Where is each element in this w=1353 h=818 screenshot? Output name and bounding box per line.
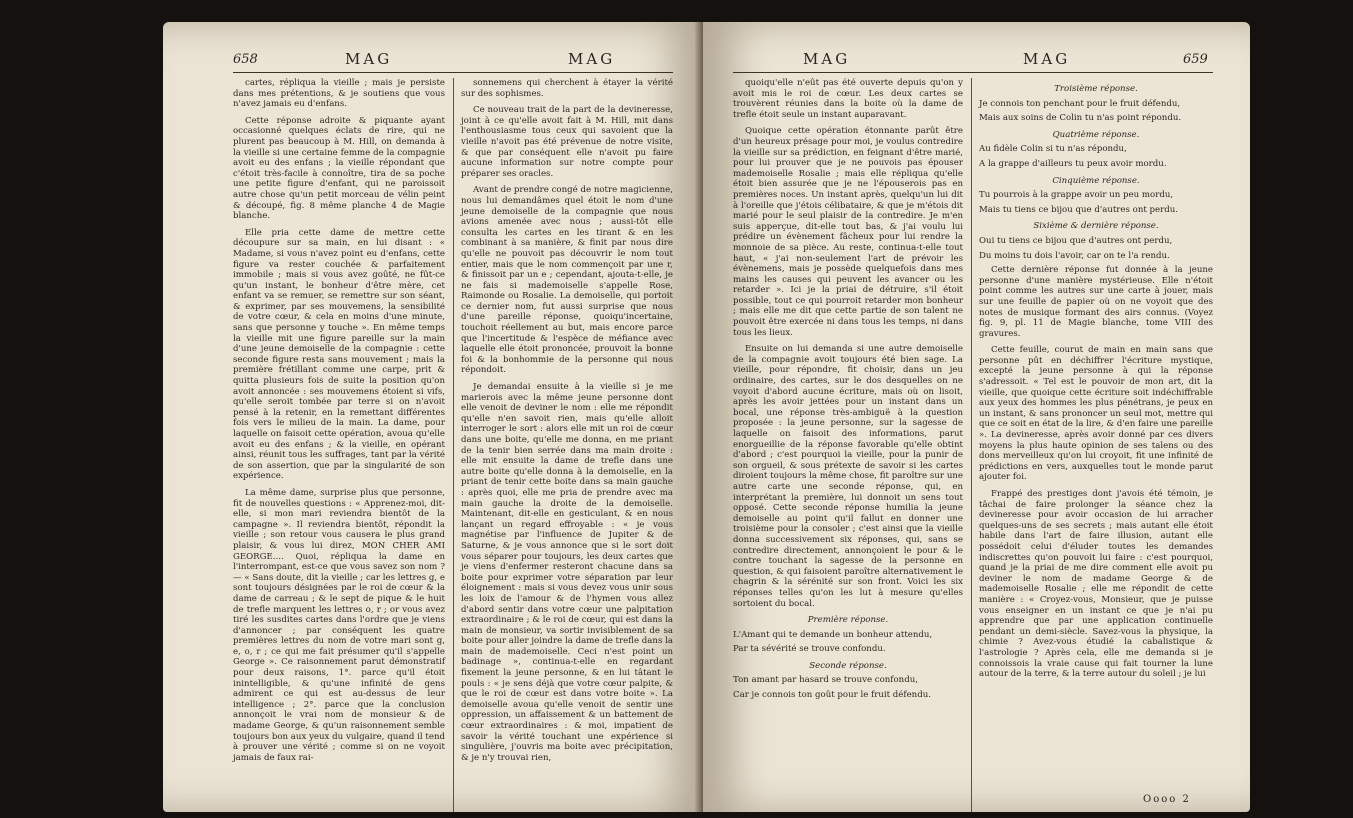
text-column-2 (461, 78, 673, 769)
verse-heading: Première réponse. (807, 615, 889, 626)
text-column-1 (733, 78, 963, 705)
verse-line: Au fidèle Colin si tu n'as répondu, (979, 144, 1127, 155)
verse-heading: Sixième & dernière réponse. (1033, 221, 1159, 232)
verse-line: Tu pourrois à la grappe avoir un peu mordu, (979, 190, 1174, 201)
verse-heading: Seconde réponse. (809, 660, 887, 671)
verse-heading: Cinquième réponse. (1052, 175, 1140, 186)
verse-line: Du moins tu dois l'avoir, car on te l'a rendu. (979, 250, 1170, 261)
running-head: MAG (568, 50, 616, 68)
left-page (163, 22, 703, 812)
paragraph: cartes, répliqua la vieille ; mais je persiste dans mes prétentions, & je soutiens que vous n'avez jamais eu d'enfans. (233, 78, 445, 110)
verse-line: A la grappe d'ailleurs tu peux avoir mordu. (979, 158, 1167, 169)
verse-heading: Quatrième réponse. (1052, 129, 1140, 140)
verse-line: Car je connois ton goût pour le fruit défendu. (733, 690, 931, 701)
running-head: MAG (803, 50, 851, 68)
verse-line: Par ta sévérité se trouve confondu. (733, 644, 886, 655)
running-head: MAG (1023, 50, 1071, 68)
paragraph: Cette feuille, courut de main en main sans que personne pût en déchiffrer l'écriture mystique, excepté la jeune personne à qui la réponse s'adressoit. « Tel est le pouvoir de mon art, dit la vieille, que quoique cette écriture soit indéchiffrable aux yeux des hommes les plus pénétrans, je peux en un instant, & sans prononcer un seul mot, mettre qui que ce soit en état de la lire, & d'en faire une pareille ». La devineresse, après avoir donné par ces divers moyens la plus haute opinion de ses talens ou des dons merveilleux qu'on lui croyoit, fit une infinité de prédictions en vers, auxquelles tout le monde parut ajouter foi. (979, 345, 1213, 483)
page-number: 658 (233, 52, 258, 67)
text-column-2 (979, 78, 1213, 686)
header-rule (233, 72, 673, 73)
paragraph: Frappé des prestiges dont j'avois été témoin, je tâchai de faire prolonger la séance chez la devineresse pour avoir occasion de lui arracher quelques-uns de ses secrets ; mais autant elle étoit habile dans l'art de faire illusion, autant elle possédoit celui d'éluder toutes les demandes indiscrettes qu'on pouvoit lui faire : c'est pourquoi, quand je la priai de me dire comment elle avoit pu deviner le nom de madame George & de mademoiselle Rosalie ; elle me répondit de cette manière : « Croyez-vous, Monsieur, que je puisse vous enseigner en un instant ce que je n'ai pu apprendre que par une application continuelle pendant un demi-siècle. Savez-vous la physique, la chimie ? Avez-vous étudié la cabalistique & l'astrologie ? Après cela, elle me demanda si je connoissois la vraie cause qui fait tourner la lune autour de la terre, & la terre autour du soleil ; je lui (979, 489, 1213, 680)
signature-mark: Oooo 2 (1143, 794, 1191, 805)
verse-line: Oui tu tiens ce bijou que d'autres ont perdu, (979, 235, 1173, 246)
verse-line: L'Amant qui te demande un bonheur attendu, (733, 629, 933, 640)
paragraph: Quoique cette opération étonnante parût être d'un heureux présage pour moi, je voulus contredire la vieille sur sa prédiction, en feignant d'être marié, pour lui prouver que je ne pouvois pas épouser mademoiselle Rosalie ; mais elle répliqua qu'elle étoit bien assurée que je ne l'épouserois pas en premières noces. Un instant après, quelqu'un lui dit à l'oreille que j'étois célibataire, & que je m'étois dit marié pour le seul plaisir de la contredire. Je m'en suis apperçue, dit-elle tout bas, & j'ai voulu lui prédire un évènement fâcheux pour lui rendre la monnoie de sa pièce. Au reste, continua-t-elle tout haut, « j'ai non-seulement l'art de prévoir les évènemens, mais je possède quelquefois dans mes mains les causes qui peuvent les avancer ou les retarder ». Ici je la priai de détruire, s'il étoit possible, tout ce qui pourroit retarder mon bonheur ; mais elle me dit que cette partie de son talent ne pouvoit être exercée ni dans tous les temps, ni dans tous les lieux. (733, 126, 963, 338)
paragraph: Ensuite on lui demanda si une autre demoiselle de la compagnie avoit toujours été bien sage. La vieille, pour répondre, fit choisir, dans un jeu ordinaire, des cartes, sur le dos desquelles on ne voyoit d'abord aucune écriture, mais où on lisoit, après les avoir jettées pour un instant dans un bocal, une réponse très-ambiguë à la question proposée : la jeune personne, sur la sagesse de laquelle on faisoit des informations, parut enorgueillie de la réponse favorable qu'elle obtint d'abord ; c'est pourquoi la vieille, pour la punir de son orgueil, & sous prétexte de savoir si les cartes diroient toujours la même chose, fit paroître sur une autre carte une seconde réponse, qui, en interprétant la première, lui donnoit un sens tout opposé. Cette seconde réponse humilia la jeune demoiselle au point qu'il fallut en donner une troisième pour la consoler ; c'est ainsi que la vieille donna successivement six réponses, qui, sans se contredire directement, annonçoient le pour & le contre touchant la sagesse de la personne en question, & qui faisoient paroître alternativement le chagrin & la sérénité sur son front. Voici les six réponses telles qu'on les lut à mesure qu'elles sortoient du bocal. (733, 344, 963, 609)
paragraph: Je demandai ensuite à la vieille si je me marierois avec la même jeune personne dont elle venoit de deviner le nom : elle me répondit qu'elle n'en savoit rien, mais qu'elle alloit interroger le sort : alors elle mit un roi de cœur dans une boite, qu'elle me donna, en me priant de la tenir bien serrée dans ma main droite : elle mit ensuite la dame de trefle dans une autre boite qu'elle donna à la demoiselle, en la priant de tenir cette boite dans sa main gauche : après quoi, elle me pria de prendre avec ma main gauche la droite de la demoiselle. Maintenant, dit-elle en gesticulant, & en nous lançant un regard effroyable : « je vous magnétise par l'influence de Jupiter & de Saturne, & je vous annonce que si le sort doit vous séparer pour toujours, les deux cartes que je viens d'enfermer resteront chacune dans sa boite pour exprimer votre séparation par leur éloignement : mais si vous devez vous unir sous les loix de l'amour & de l'hymen vous allez d'abord sentir dans votre cœur une palpitation extraordinaire ; & le roi de cœur, qui est dans la main de monsieur, va sortir invisiblement de sa boite pour aller joindre la dame de trefle dans la main de mademoiselle. Ceci n'est point un badinage », continua-t-elle en regardant fixement la jeune personne, & en lui tâtant le pouls : « je sens déjà que votre cœur palpite, & que le roi de cœur est dans votre boite ». La demoiselle avoua qu'elle venoit de sentir une oppression, un affaissement & un battement de cœur extraordinaires : & moi, impatient de savoir la vérité touchant une expérience si singulière, j'ouvris ma boite avec précipitation, & je n'y trouvai rien, (461, 382, 673, 763)
text-column-1 (233, 78, 445, 769)
page-number: 659 (1183, 52, 1208, 67)
verse-heading: Troisième réponse. (1054, 84, 1138, 94)
verse-line: Mais tu tiens ce bijou que d'autres ont perdu. (979, 204, 1179, 215)
verse-line: Mais aux soins de Colin tu n'as point répondu. (979, 113, 1182, 124)
verse-line: Je connois ton penchant pour le fruit défendu, (979, 98, 1181, 109)
paragraph: Cette réponse adroite & piquante ayant occasionné quelques éclats de rire, qui ne plurent pas beaucoup à M. Hill, on demanda à la vieille si une certaine femme de la compagnie avoit eu des enfans ; la vieille répondant que c'étoit très-facile à connoître, tira de sa poche une petite figure d'enfant, qui ne paroissoit autre chose qu'un petit morceau de vélin peint & découpé, fig. 8 même planche 4 de Magie blanche. (233, 115, 445, 222)
running-head: MAG (345, 50, 393, 68)
paragraph: Avant de prendre congé de notre magicienne, nous lui demandâmes quel étoit le nom d'une jeune demoiselle de la compagnie que nous avions amenée avec nous ; aussi-tôt elle consulta les cartes en les tirant & en les combinant à sa manière, & finit par nous dire qu'elle ne pouvoit pas découvrir le nom tout entier, mais que le nom commençoit par une r, & finissoit par un e ; cependant, ajouta-t-elle, je ne fais si mademoiselle s'appelle Rose, Raimonde ou Rosalie. La demoiselle, qui portoit ce dernier nom, fut aussi surprise que nous d'une pareille réponse, quoiqu'incertaine, touchoit réellement au but, mais encore parce que l'incertitude & l'espèce de méfiance avec laquelle elle étoit prononcée, prouvoit la bonne foi & la bonhommie de la personne qui nous répondoit. (461, 185, 673, 376)
paragraph: quoiqu'elle n'eût pas été ouverte depuis qu'on y avoit mis le roi de cœur. Les deux cartes se trouvèrent réunies dans la boite où la dame de trefle étoit seule un instant auparavant. (733, 78, 963, 120)
verse-line: Ton amant par hasard se trouve confondu, (733, 675, 918, 686)
paragraph: Elle pria cette dame de mettre cette découpure sur sa main, en lui disant : « Madame, si vous n'avez point eu d'enfans, cette figure va rester couchée & parfaitement immobile ; mais si vous avez goûté, ne fût-ce qu'un instant, le bonheur d'être mère, cet enfant va se remuer, se remettre sur son séant, & exprimer, par ses mouvemens, la sensibilité de votre cœur, & cela en moins d'une minute, sans que personne y touche ». En même temps la vieille mit une figure pareille sur la main d'une jeune demoiselle de la compagnie : cette seconde figure resta sans mouvement ; mais la première frétillant comme une carpe, prit & quitta plusieurs fois de suite la position qu'on avoit annoncée : ses mouvemens étoient si vifs, qu'elle seroit tombée par terre si on n'avoit pensé à la retenir, en la remettant différentes fois vers le milieu de la main. La dame, pour laquelle on faisoit cette opération, avoua qu'elle avoit eu des enfans ; & la vieille, en opérant ainsi, réunit tous les suffrages, tant par la vérité de son assertion, que par la singularité de son expérience. (233, 227, 445, 482)
paragraph: La même dame, surprise plus que personne, fit de nouvelles questions : « Apprenez-moi, dit-elle, si mon mari reviendra bientôt de la campagne ». Il reviendra bientôt, répondit la vieille ; son retour vous causera le plus grand plaisir, & vous lui direz, MON CHER AMI GEORGE.... Quoi, répliqua la dame en l'interrompant, est-ce que vous savez son nom ? — « Sans doute, dit la vieille ; car les lettres g, e sont toujours désignées par le roi de cœur & la dame de carreau ; & le sept de pique & le huit de trefle marquent les lettres o, r ; or vous avez tiré les susdites cartes dans l'ordre que je viens d'annoncer ; par conséquent les quatre premières lettres du nom de votre mari sont g, e, o, r ; ce qui me fait présumer qu'il s'appelle George ». Ce raisonnement parut démonstratif pour deux raisons, 1°. parce qu'il étoit inintelligible, & qu'une infinité de gens admirent ce qui est au-dessus de leur intelligence ; 2°. parce que la conclusion annonçoit le vrai nom de monsieur & de madame George, & qu'un raisonnement semble toujours bon aux yeux du vulgaire, quand il tend à prouver une vérité ; comme si on ne voyoit jamais de faux rai- (233, 487, 445, 763)
column-divider (453, 78, 454, 812)
paragraph: Ce nouveau trait de la part de la devineresse, joint à ce qu'elle avoit fait à M. Hill, mit dans l'enthousiasme tous ceux qui savoient que la vieille n'avoit pas été prévenue de notre visite, & que par conséquent elle n'avoit pu faire aucune information sur notre compte pour préparer ses oracles. (461, 105, 673, 179)
header-rule (733, 72, 1213, 73)
paragraph: Cette dernière réponse fut donnée à la jeune personne d'une manière mystérieuse. Elle n'étoit point comme les autres sur une carte à jouer, mais sur une feuille de papier où on ne voyoit que des notes de musique formant des airs connus. (Voyez fig. 9, pl. 11 de Magie blanche, tome VIII des gravures. (979, 265, 1213, 339)
column-divider (971, 78, 972, 812)
paragraph: sonnemens qui cherchent à étayer la vérité sur des sophismes. (461, 78, 673, 99)
right-page (703, 22, 1250, 812)
